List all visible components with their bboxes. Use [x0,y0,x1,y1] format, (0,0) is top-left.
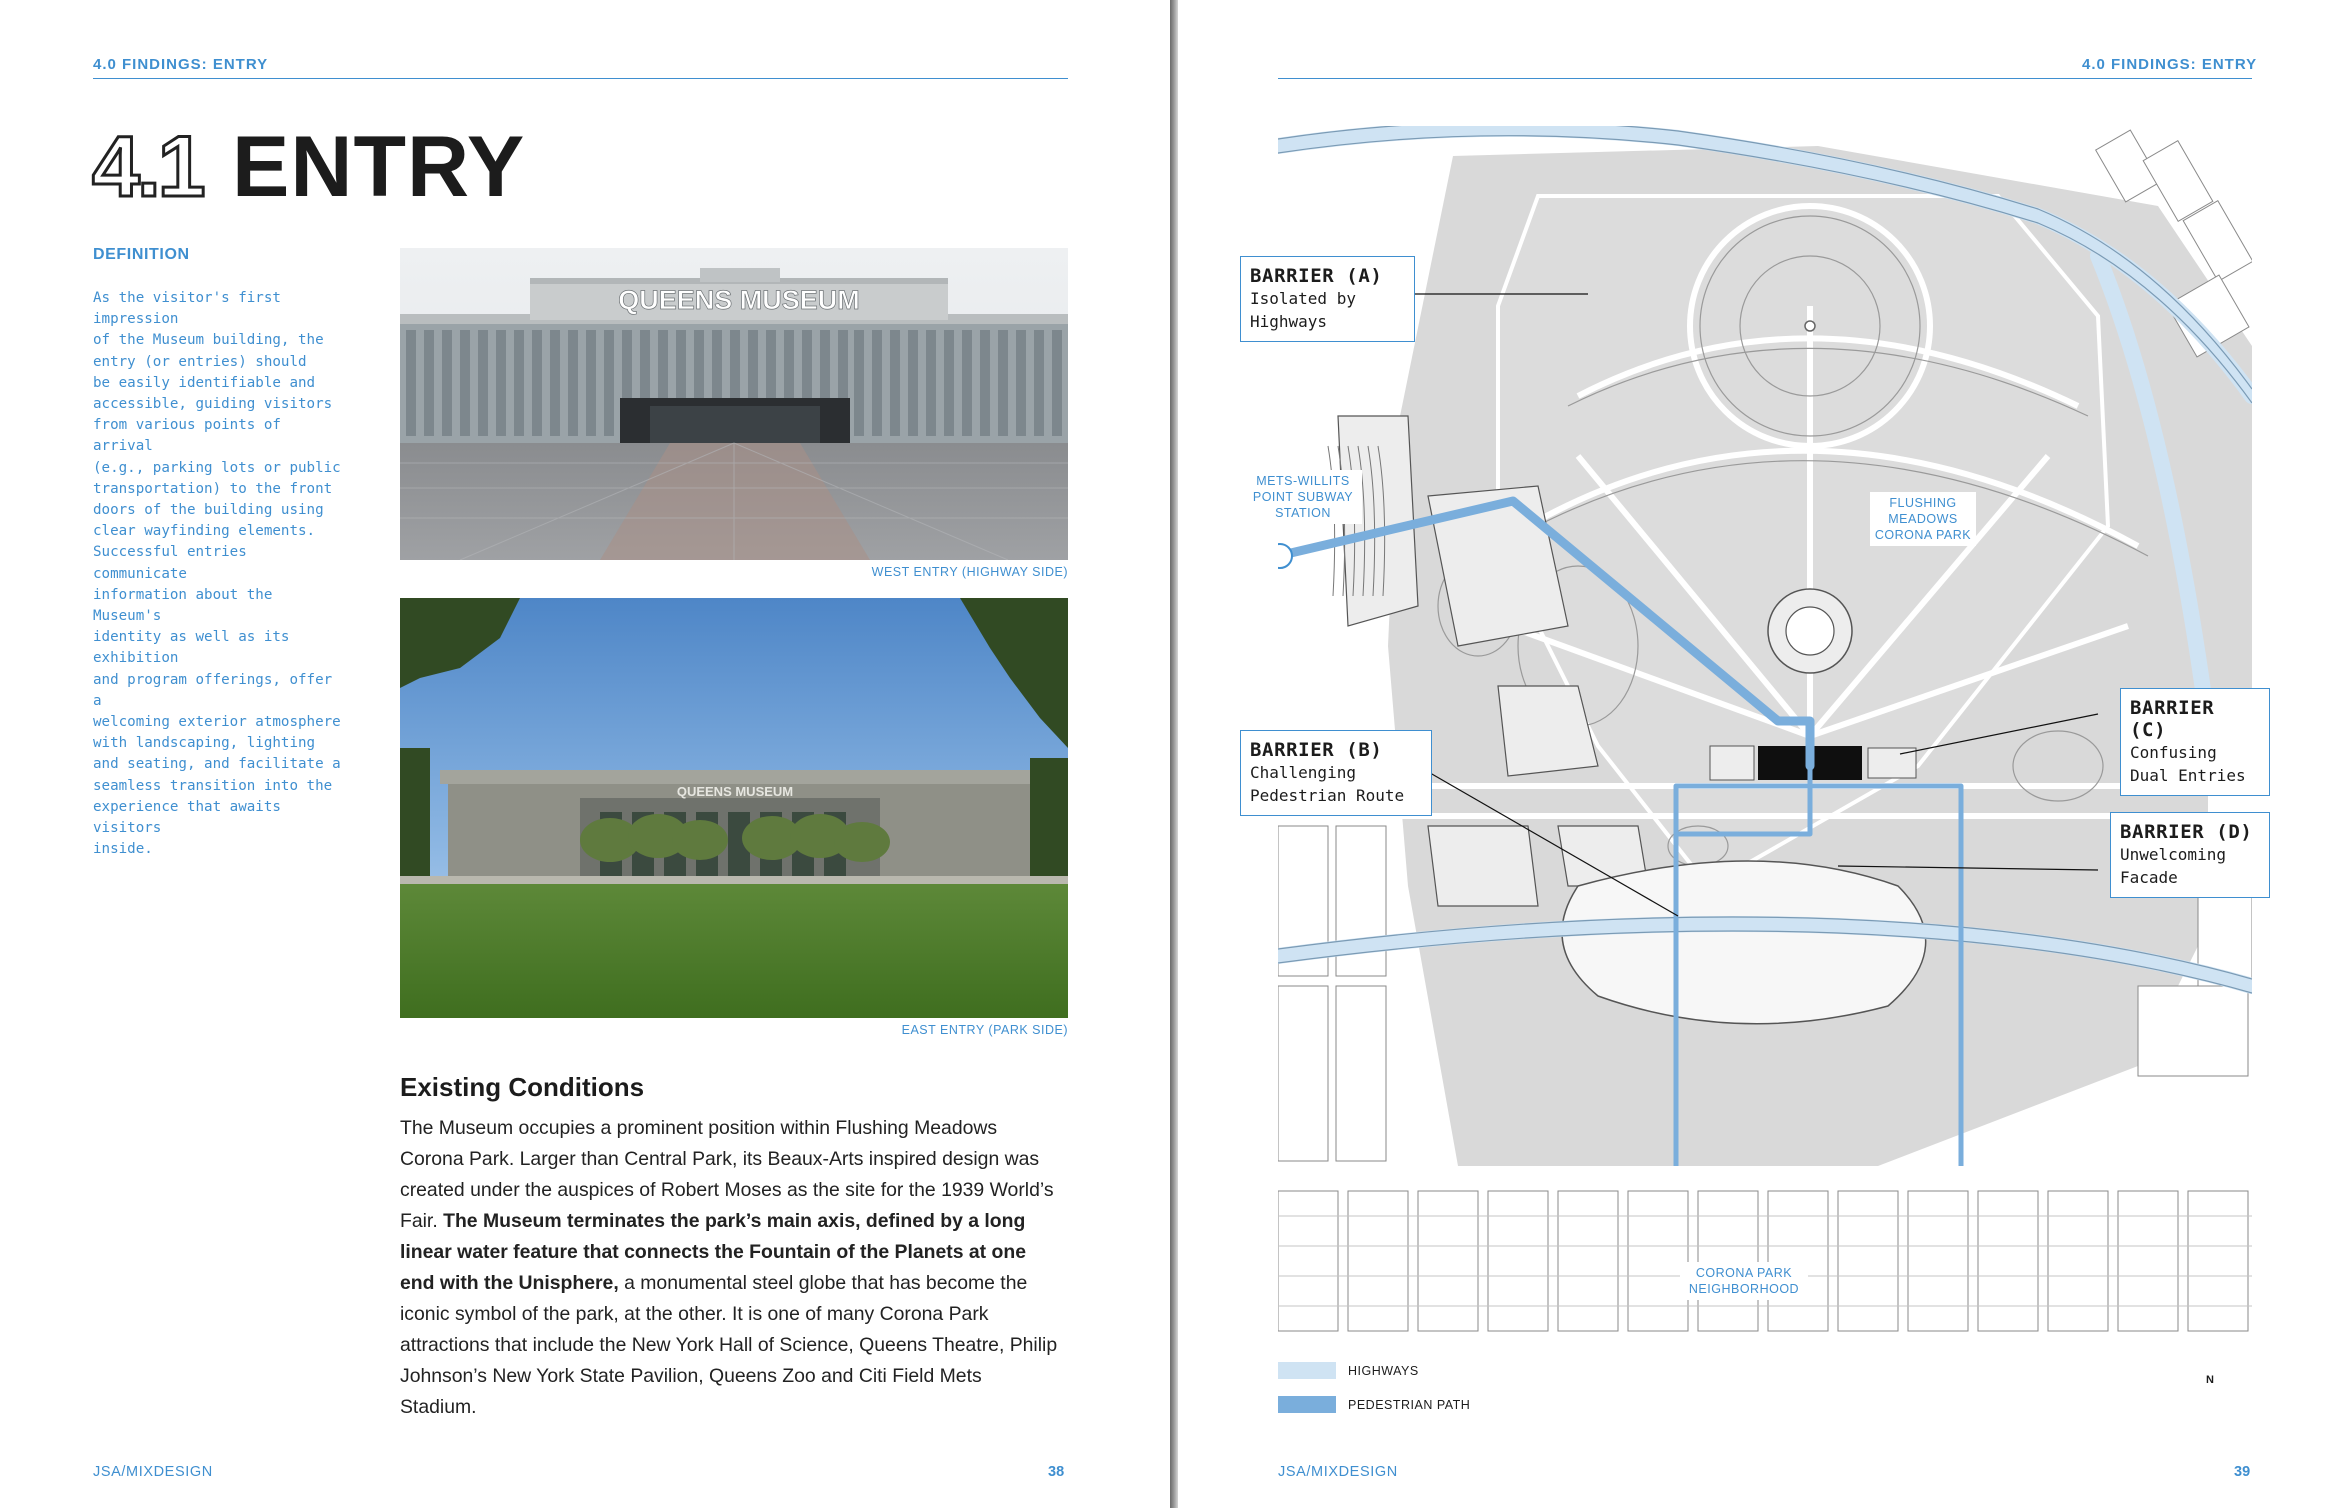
book-spine [1170,0,1178,1508]
right-header-rule [1278,78,2252,79]
definition-label: DEFINITION [93,246,190,263]
east-entry-photo [400,598,1068,1018]
legend-label-pedestrian: PEDESTRIAN PATH [1348,1398,1471,1412]
legend-swatch-pedestrian [1278,1396,1336,1413]
west-entry-sign: QUEENS MUSEUM [618,285,860,315]
barrier-b-callout: BARRIER (B) Challenging Pedestrian Route [1240,730,1432,816]
barrier-c-title: BARRIER (C) [2130,697,2215,741]
legend-label-highways: HIGHWAYS [1348,1364,1419,1378]
existing-conditions-heading: Existing Conditions [400,1072,645,1102]
right-section-header: 4.0 FINDINGS: ENTRY [2082,56,2258,73]
west-entry-caption: WEST ENTRY (HIGHWAY SIDE) [871,565,1068,579]
section-header: 4.0 FINDINGS: ENTRY [93,56,269,73]
caption-wrap-2 [400,1020,1068,1042]
caption-wrap-1 [400,562,1068,584]
right-footer-left: JSA/MIXDESIGN [1278,1464,1398,1480]
right-page-number: 39 [2234,1464,2251,1480]
barrier-c-callout: BARRIER (C) Confusing Dual Entries [2120,688,2270,796]
subway-station-label: METS-WILLITS POINT SUBWAY STATION [1244,470,1362,524]
barrier-a-title: BARRIER (A) [1250,265,1383,287]
footer-left: JSA/MIXDESIGN [93,1464,213,1480]
east-entry-caption: EAST ENTRY (PARK SIDE) [901,1023,1068,1037]
barrier-a-callout: BARRIER (A) Isolated by Highways [1240,256,1415,342]
definition-text: As the visitor's first impression of the Museum building, the entry (or entries) should be easily identifiable and accessible, guiding visitors from various points of arrival (e.g., parking lots or public transportation) to the front doors of the building using clear wayfinding elements. Successful entries communicate information about the Museum's identity as well as its exhibition and program offerings, offer a welcoming exterior atmosphere with landscaping, lighting and seating, and facilitate a seamless transition into the experience that awaits visitors inside. [93,290,341,858]
existing-conditions-body: The Museum occupies a prominent position within Flushing Meadows Corona Park. Larger than Central Park, its Beaux-Arts inspired design was created under the auspices of Robert Moses as the site for the 1939 World’s Fair. The Museum terminates the park’s main axis, defined by a long linear water feature that connects the Fountain of the Planets at one end with the Unisphere, a monumental steel globe that has become the iconic symbol of the park, at the other. It is one of many Corona Park attractions that include the New York Hall of Science, Queens Theatre, Philip Johnson’s New York State Pavilion, Queens Zoo and Citi Field Mets Stadium. [400,1117,1058,1418]
north-label: N [2206,1374,2214,1386]
park-label: FLUSHING MEADOWS CORONA PARK [1870,492,1976,546]
north-arrow-icon [2218,1380,2224,1386]
section-number: 4.1 [92,119,203,215]
page-number: 38 [1048,1464,1065,1480]
neighborhood-label: CORONA PARK NEIGHBORHOOD [1680,1262,1808,1300]
barrier-d-callout: BARRIER (D) Unwelcoming Facade [2110,812,2270,898]
west-entry-photo [400,248,1068,560]
header-rule [93,78,1068,79]
barrier-b-title: BARRIER (B) [1250,739,1383,761]
barrier-d-title: BARRIER (D) [2120,821,2253,843]
legend-swatch-highways [1278,1362,1336,1379]
east-entry-sign: QUEENS MUSEUM [676,784,794,799]
page-title: ENTRY [232,119,526,215]
